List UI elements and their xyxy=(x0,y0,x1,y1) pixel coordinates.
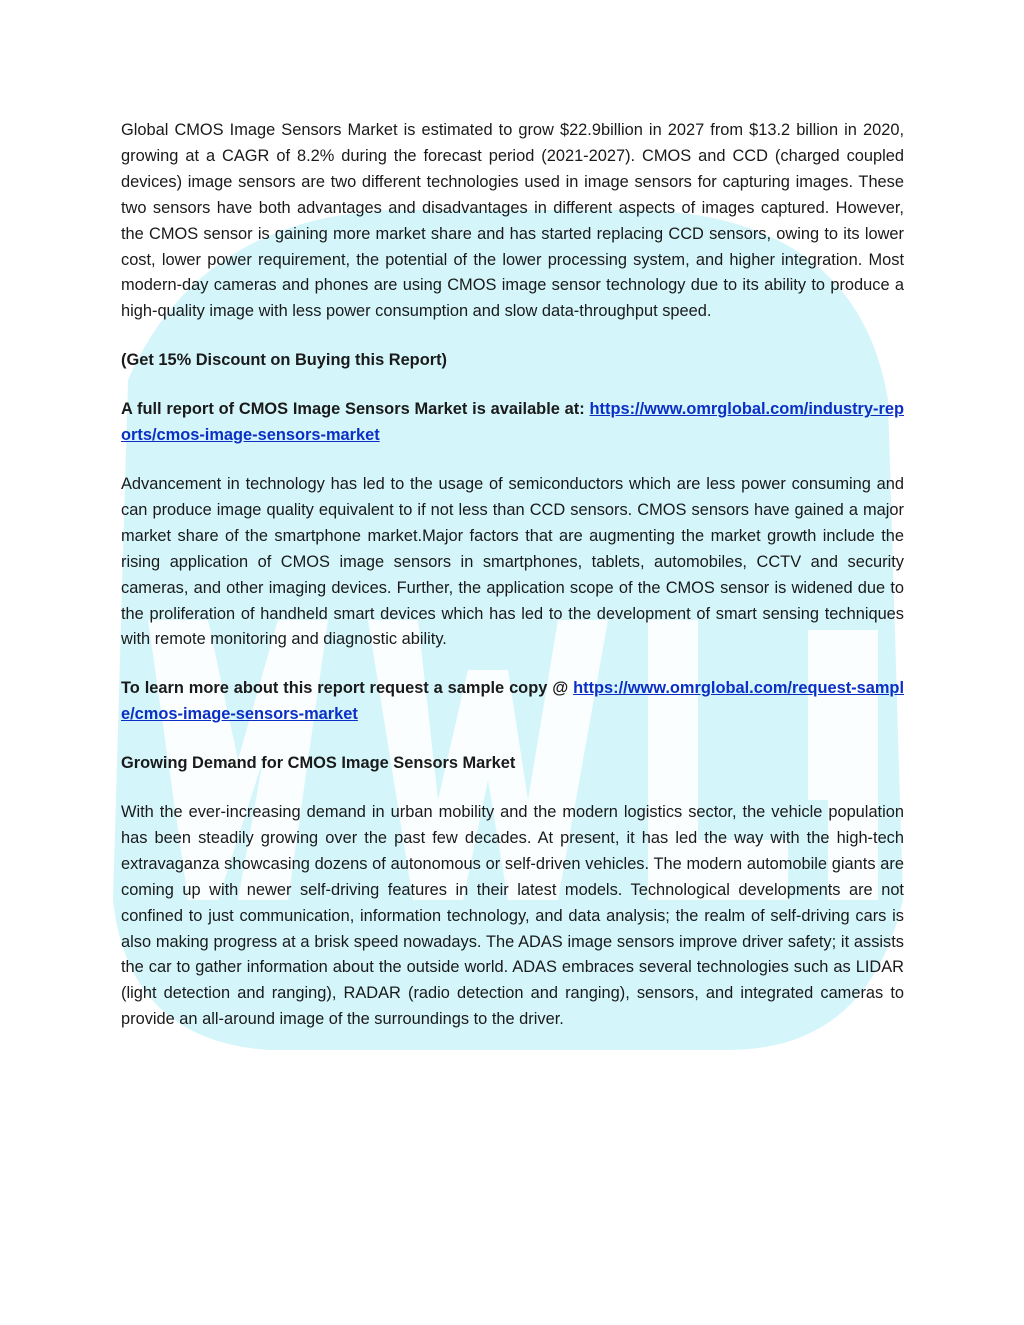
sample-prefix: To learn more about this report request a sample copy @ xyxy=(121,679,574,698)
advancement-paragraph: Advancement in technology has led to the usage of semiconductors which are less power consuming and can produce image quality equivalent to if not less than CCD sensors. CMOS sensors have gained a major market share of the smartphone market.Major factors that are augmenting the market growth include the rising application of CMOS image sensors in smartphones, tablets, automobiles, CCTV and security cameras, and other imaging devices. Further, the application scope of the CMOS sensor is widened due to the proliferation of handheld smart devices which has led to the development of smart sensing techniques with remote monitoring and diagnostic ability. xyxy=(121,474,904,649)
intro-paragraph: Global CMOS Image Sensors Market is estimated to grow $22.9billion in 2027 from $13.2 billion in 2020, growing at a CAGR of 8.2% during the forecast period (2021-2027). CMOS and CCD (charged coupled devices) image sensors are two different technologies used in image sensors for capturing images. These two sensors have both advantages and disadvantages in different aspects of images captured. However, the CMOS sensor is gaining more market share and has started replacing CCD sensors, owing to its lower cost, lower power requirement, the potential of the lower processing system, and higher integration. Most modern-day cameras and phones are using CMOS image sensor technology due to its ability to produce a high-quality image with less power consumption and slow data-throughput speed. xyxy=(121,121,904,321)
discount-note: (Get 15% Discount on Buying this Report) xyxy=(121,351,448,370)
full-report-paragraph xyxy=(121,397,904,449)
sample-link[interactable]: https://www.omrglobal.com/request-sample/cmos-image-sensors-market xyxy=(121,679,904,724)
section-heading: Growing Demand for CMOS Image Sensors Market xyxy=(121,754,516,773)
document-body xyxy=(121,118,904,1056)
sample-paragraph xyxy=(121,676,904,728)
full-report-prefix: A full report of CMOS Image Sensors Market is available at: xyxy=(121,400,590,419)
full-report-link[interactable]: https://www.omrglobal.com/industry-reports/cmos-image-sensors-market xyxy=(121,400,904,445)
demand-paragraph: With the ever-increasing demand in urban mobility and the modern logistics sector, the vehicle population has been steadily growing over the past few decades. At present, it has led the way with the high-tech extravaganza showcasing dozens of autonomous or self-driven vehicles. The modern automobile giants are coming up with newer self-driving features in their latest models. Technological developments are not confined to just communication, information technology, and data analysis; the realm of self-driving cars is also making progress at a brisk speed nowadays. The ADAS image sensors improve driver safety; it assists the car to gather information about the outside world. ADAS embraces several technologies such as LIDAR (light detection and ranging), RADAR (radio detection and ranging), sensors, and integrated cameras to provide an all-around image of the surroundings to the driver. xyxy=(121,803,904,1029)
